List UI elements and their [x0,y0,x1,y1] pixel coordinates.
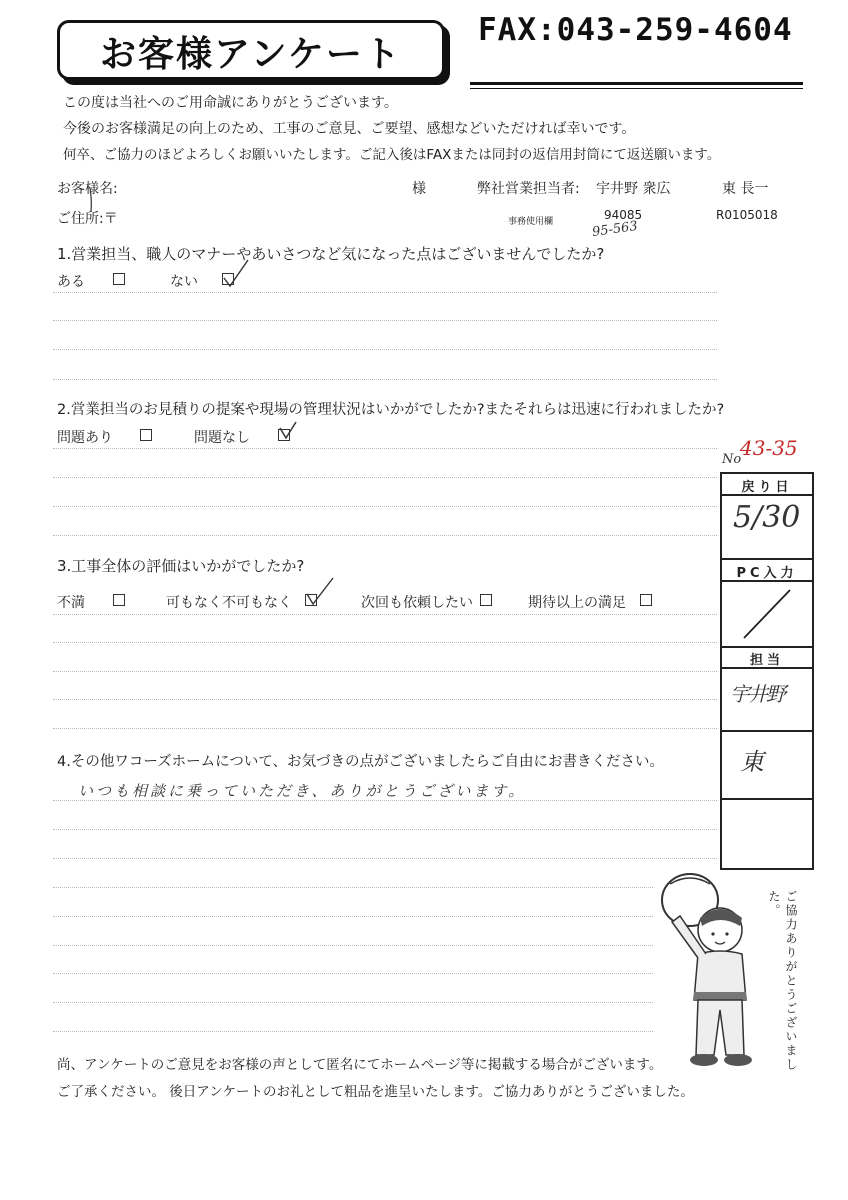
option-label: 期待以上の満足 [528,595,626,611]
answer-line [53,1031,653,1032]
answer-line [53,292,717,293]
footer-line: ご了承ください。 後日アンケートのお礼として粗品を進呈いたします。ご協力ありがとうございました。 [57,1084,694,1100]
answer-line [53,858,717,859]
option-label: 問題あり [57,430,113,446]
intro-line: 何卒、ご協力のほどよろしくお願いいたします。ご記入後はFAXまたは同封の返信用封筒にて返送願います。 [63,147,721,163]
divider [470,82,803,85]
question-4: 4.その他ワコーズホームについて、お気づきの点がございましたらご自由にお書きください。 [57,754,665,770]
question-3: 3.工事全体の評価はいかがでしたか? [57,557,305,575]
question-2: 2.営業担当のお見積りの提案や現場の管理状況はいかがでしたか?またそれらは迅速に行われましたか? [57,402,725,418]
answer-line [53,379,717,380]
answer-line [53,1002,653,1003]
answer-line [53,506,717,507]
no-value: 43-35 [740,436,798,460]
option-label: 不満 [57,595,85,611]
office-code: 94085 [604,208,643,222]
handwritten-answer: いつも相談に乗っていただき、ありがとうございます。 [78,782,527,800]
checkbox-fuman[interactable] [113,594,125,606]
address-label: ご住所:〒 [57,211,118,227]
answer-line [53,800,717,801]
option-label: 次回も依頼したい [361,595,473,611]
sama-label: 様 [412,181,426,197]
tanto-label: 担当 [749,653,784,668]
no-label: No [722,452,742,467]
divider [470,88,803,89]
mascot-thanks: ご協力ありがとうございました。 [767,890,798,1072]
answer-line [53,642,717,643]
answer-line [53,829,717,830]
question-1: 1.営業担当、職人のマナーやあいさつなど気になった点はございませんでしたか? [57,245,605,263]
answer-line [53,728,717,729]
option-label: 問題なし [194,430,250,446]
page-title: お客様アンケート [100,34,402,75]
divider [722,558,812,560]
intro-line: この度は当社へのご用命誠にありがとうございます。 [63,95,398,111]
divider [722,646,812,648]
checkbox-mondai-ari[interactable] [140,429,152,441]
slash-mark-icon [730,586,800,642]
check-mark-icon [276,418,300,442]
option-label: ある [57,274,85,290]
answer-line [53,945,653,946]
answer-line [53,916,653,917]
check-mark-icon [303,574,337,608]
divider [722,494,812,496]
answer-line [53,535,717,536]
checkbox-aru[interactable] [113,273,125,285]
answer-line [53,973,653,974]
handwritten-code: 95-563 [591,218,639,241]
answer-line [53,448,717,449]
divider [722,730,812,732]
checkbox-jikai[interactable] [480,594,492,606]
staff-name-1: 宇井野 衆広 [596,181,671,197]
divider [722,667,812,669]
staff-name-2: 東 長一 [722,181,769,197]
answer-line [53,614,717,615]
ref-code: R0105018 [716,208,778,222]
office-use-label: 事務使用欄 [508,217,554,227]
checkbox-kitai-ijo[interactable] [640,594,652,606]
footer-line: 尚、アンケートのご意見をお客様の声として匿名にてホームページ等に掲載する場合がございます。 [57,1057,663,1073]
intro-line: 今後のお客様満足の向上のため、工事のご意見、ご要望、感想などいただければ幸いです。 [63,121,636,137]
customer-name-label: お客様名: [57,181,118,197]
pen-mark-icon [86,186,98,216]
worker-mascot-icon [650,870,770,1080]
check-mark-icon [218,256,252,290]
staff-label: 弊社営業担当者: [477,181,580,197]
answer-line [53,349,717,350]
answer-line [53,887,653,888]
answer-line [53,320,717,321]
tanto-name-2: 東 [740,748,764,776]
answer-line [53,671,717,672]
option-label: 可もなく不可もなく [166,595,292,611]
divider [722,798,812,800]
tanto-name-1: 宇井野 [730,682,784,706]
option-label: ない [170,274,198,290]
return-date-label: 戻り日 [741,480,793,495]
return-date-value: 5/30 [733,500,801,535]
pc-input-label: PC入力 [736,566,798,581]
answer-line [53,477,717,478]
divider [722,580,812,582]
fax-number: FAX:043-259-4604 [478,12,793,48]
answer-line [53,699,717,700]
